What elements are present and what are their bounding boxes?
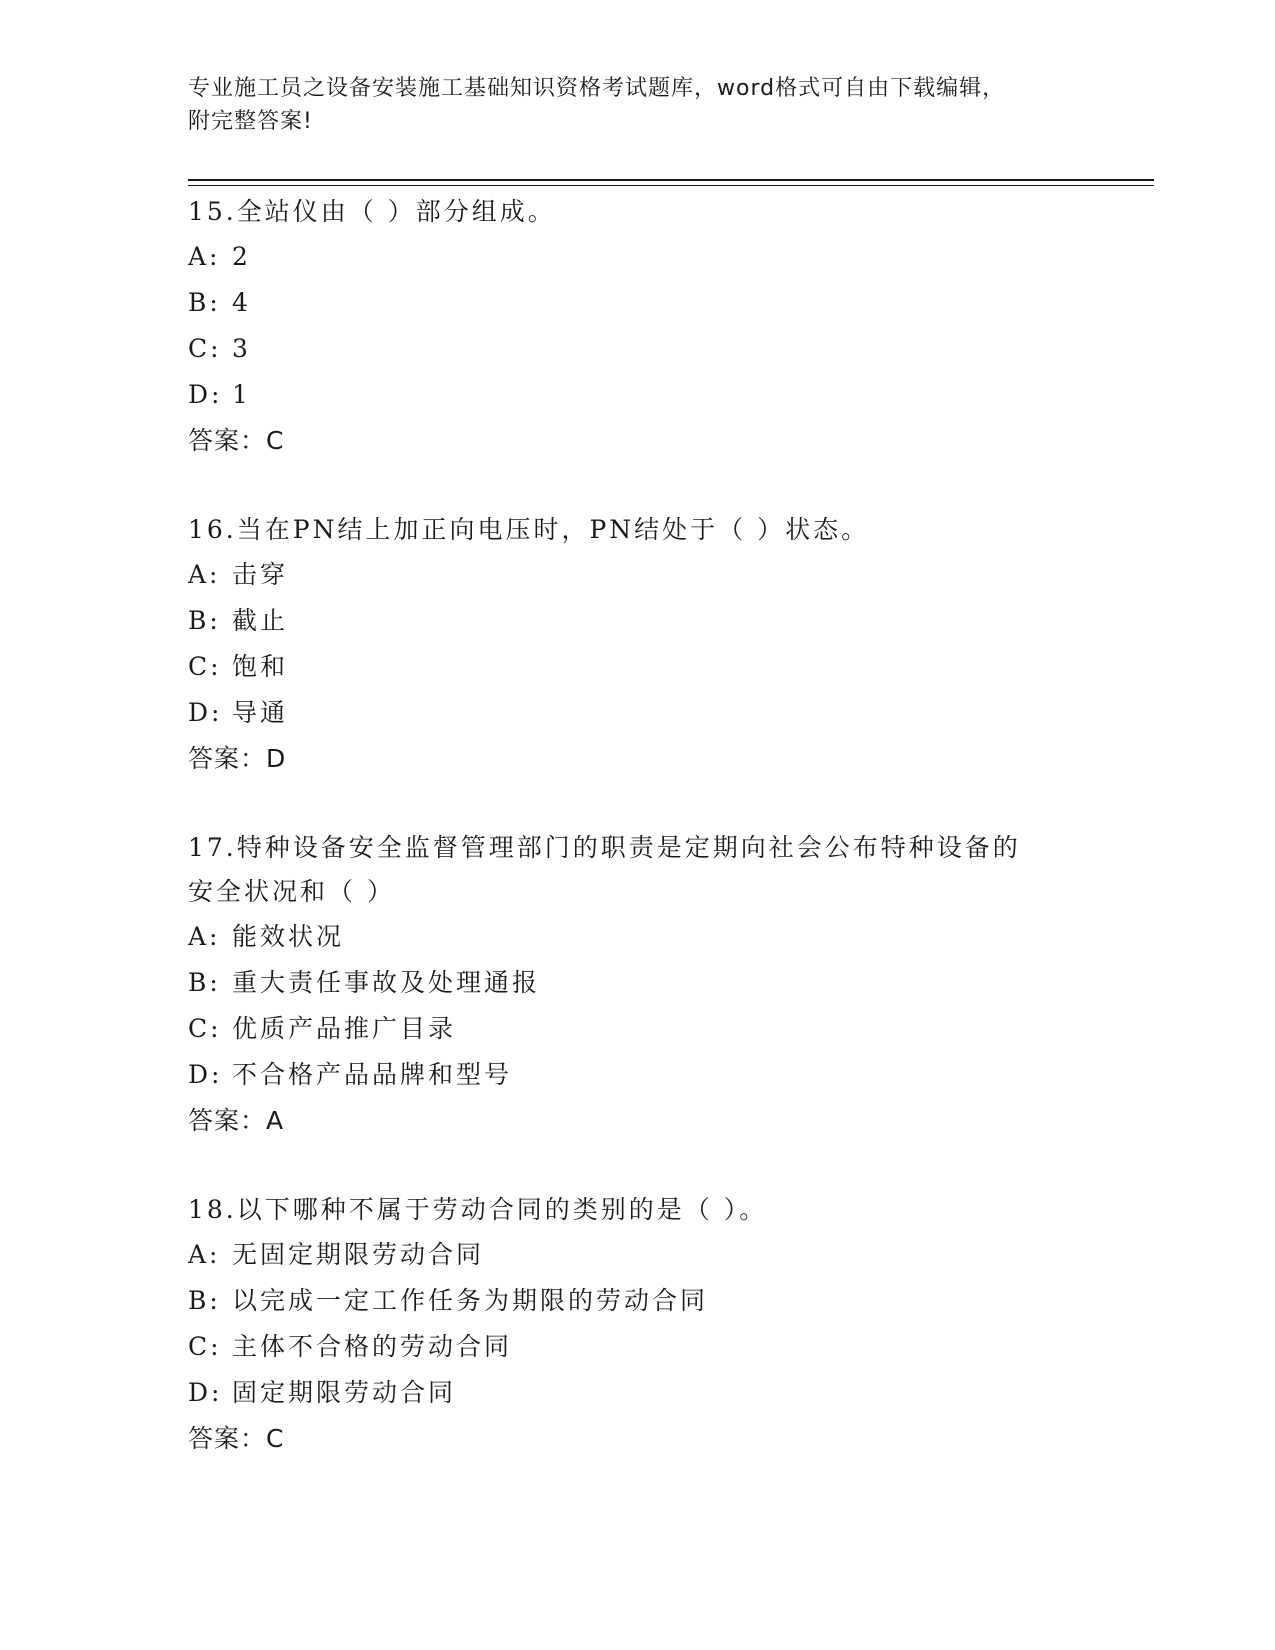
option-a	[188, 552, 1088, 598]
option-a	[188, 1232, 1088, 1278]
option-text: 3	[232, 334, 251, 363]
option-letter: D:	[188, 1378, 223, 1407]
option-text: 不合格产品品牌和型号	[232, 1060, 513, 1089]
question-spacer	[188, 782, 1088, 826]
option-letter: D:	[188, 698, 223, 727]
option-text: 主体不合格的劳动合同	[232, 1332, 513, 1361]
question-18	[188, 1188, 1088, 1462]
option-letter: A:	[188, 1240, 221, 1269]
option-b	[188, 280, 1088, 326]
option-b	[188, 598, 1088, 644]
option-c	[188, 1006, 1088, 1052]
option-letter: A:	[188, 922, 221, 951]
option-text: 重大责任事故及处理通报	[232, 968, 541, 997]
question-16	[188, 508, 1088, 782]
option-text: 无固定期限劳动合同	[232, 1240, 485, 1269]
answer-line: 答案：C	[188, 426, 285, 455]
question-spacer	[188, 464, 1088, 508]
option-letter: D:	[188, 380, 223, 409]
question-text: 15.全站仪由（ ）部分组成。	[188, 197, 556, 226]
option-c	[188, 644, 1088, 690]
option-letter: C:	[188, 1332, 222, 1361]
option-c	[188, 326, 1088, 372]
question-text: 17.特种设备安全监督管理部门的职责是定期向社会公布特种设备的安全状况和（ ）	[188, 833, 1021, 906]
option-text: 优质产品推广目录	[232, 1014, 457, 1043]
answer-line: 答案：D	[188, 744, 287, 773]
option-letter: A:	[188, 242, 221, 271]
option-text: 4	[232, 288, 251, 317]
option-text: 导通	[232, 698, 289, 727]
option-a	[188, 234, 1088, 280]
header-divider-thin	[188, 185, 1154, 186]
question-text: 16.当在PN结上加正向电压时，PN结处于（ ）状态。	[188, 515, 870, 544]
option-d	[188, 690, 1088, 736]
header-line-1: 专业施工员之设备安装施工基础知识资格考试题库，word格式可自由下载编辑，	[188, 76, 1006, 101]
option-text: 截止	[232, 606, 289, 635]
option-d	[188, 372, 1088, 418]
option-letter: B:	[188, 606, 221, 635]
option-letter: B:	[188, 1286, 221, 1315]
question-list	[188, 190, 1088, 1462]
option-text: 2	[232, 242, 251, 271]
option-text: 以完成一定工作任务为期限的劳动合同	[232, 1286, 709, 1315]
header-line-2: 附完整答案!	[188, 109, 313, 134]
option-text: 固定期限劳动合同	[232, 1378, 457, 1407]
option-letter: C:	[188, 1014, 222, 1043]
option-text: 击穿	[232, 560, 289, 589]
question-17	[188, 826, 1088, 1144]
option-c	[188, 1324, 1088, 1370]
option-b	[188, 960, 1088, 1006]
option-d	[188, 1052, 1088, 1098]
document-header	[188, 72, 1068, 138]
option-text: 饱和	[232, 652, 289, 681]
option-letter: C:	[188, 652, 222, 681]
answer-line: 答案：A	[188, 1106, 285, 1135]
question-text: 18.以下哪种不属于劳动合同的类别的是（ ）。	[188, 1195, 768, 1224]
option-letter: C:	[188, 334, 222, 363]
option-letter: B:	[188, 968, 221, 997]
option-d	[188, 1370, 1088, 1416]
option-text: 1	[232, 380, 251, 409]
answer-line: 答案：C	[188, 1424, 285, 1453]
option-text: 能效状况	[232, 922, 345, 951]
question-spacer	[188, 1144, 1088, 1188]
option-b	[188, 1278, 1088, 1324]
option-letter: A:	[188, 560, 221, 589]
option-letter: B:	[188, 288, 221, 317]
option-letter: D:	[188, 1060, 223, 1089]
option-a	[188, 914, 1088, 960]
question-15	[188, 190, 1088, 464]
header-divider-thick	[188, 179, 1154, 181]
